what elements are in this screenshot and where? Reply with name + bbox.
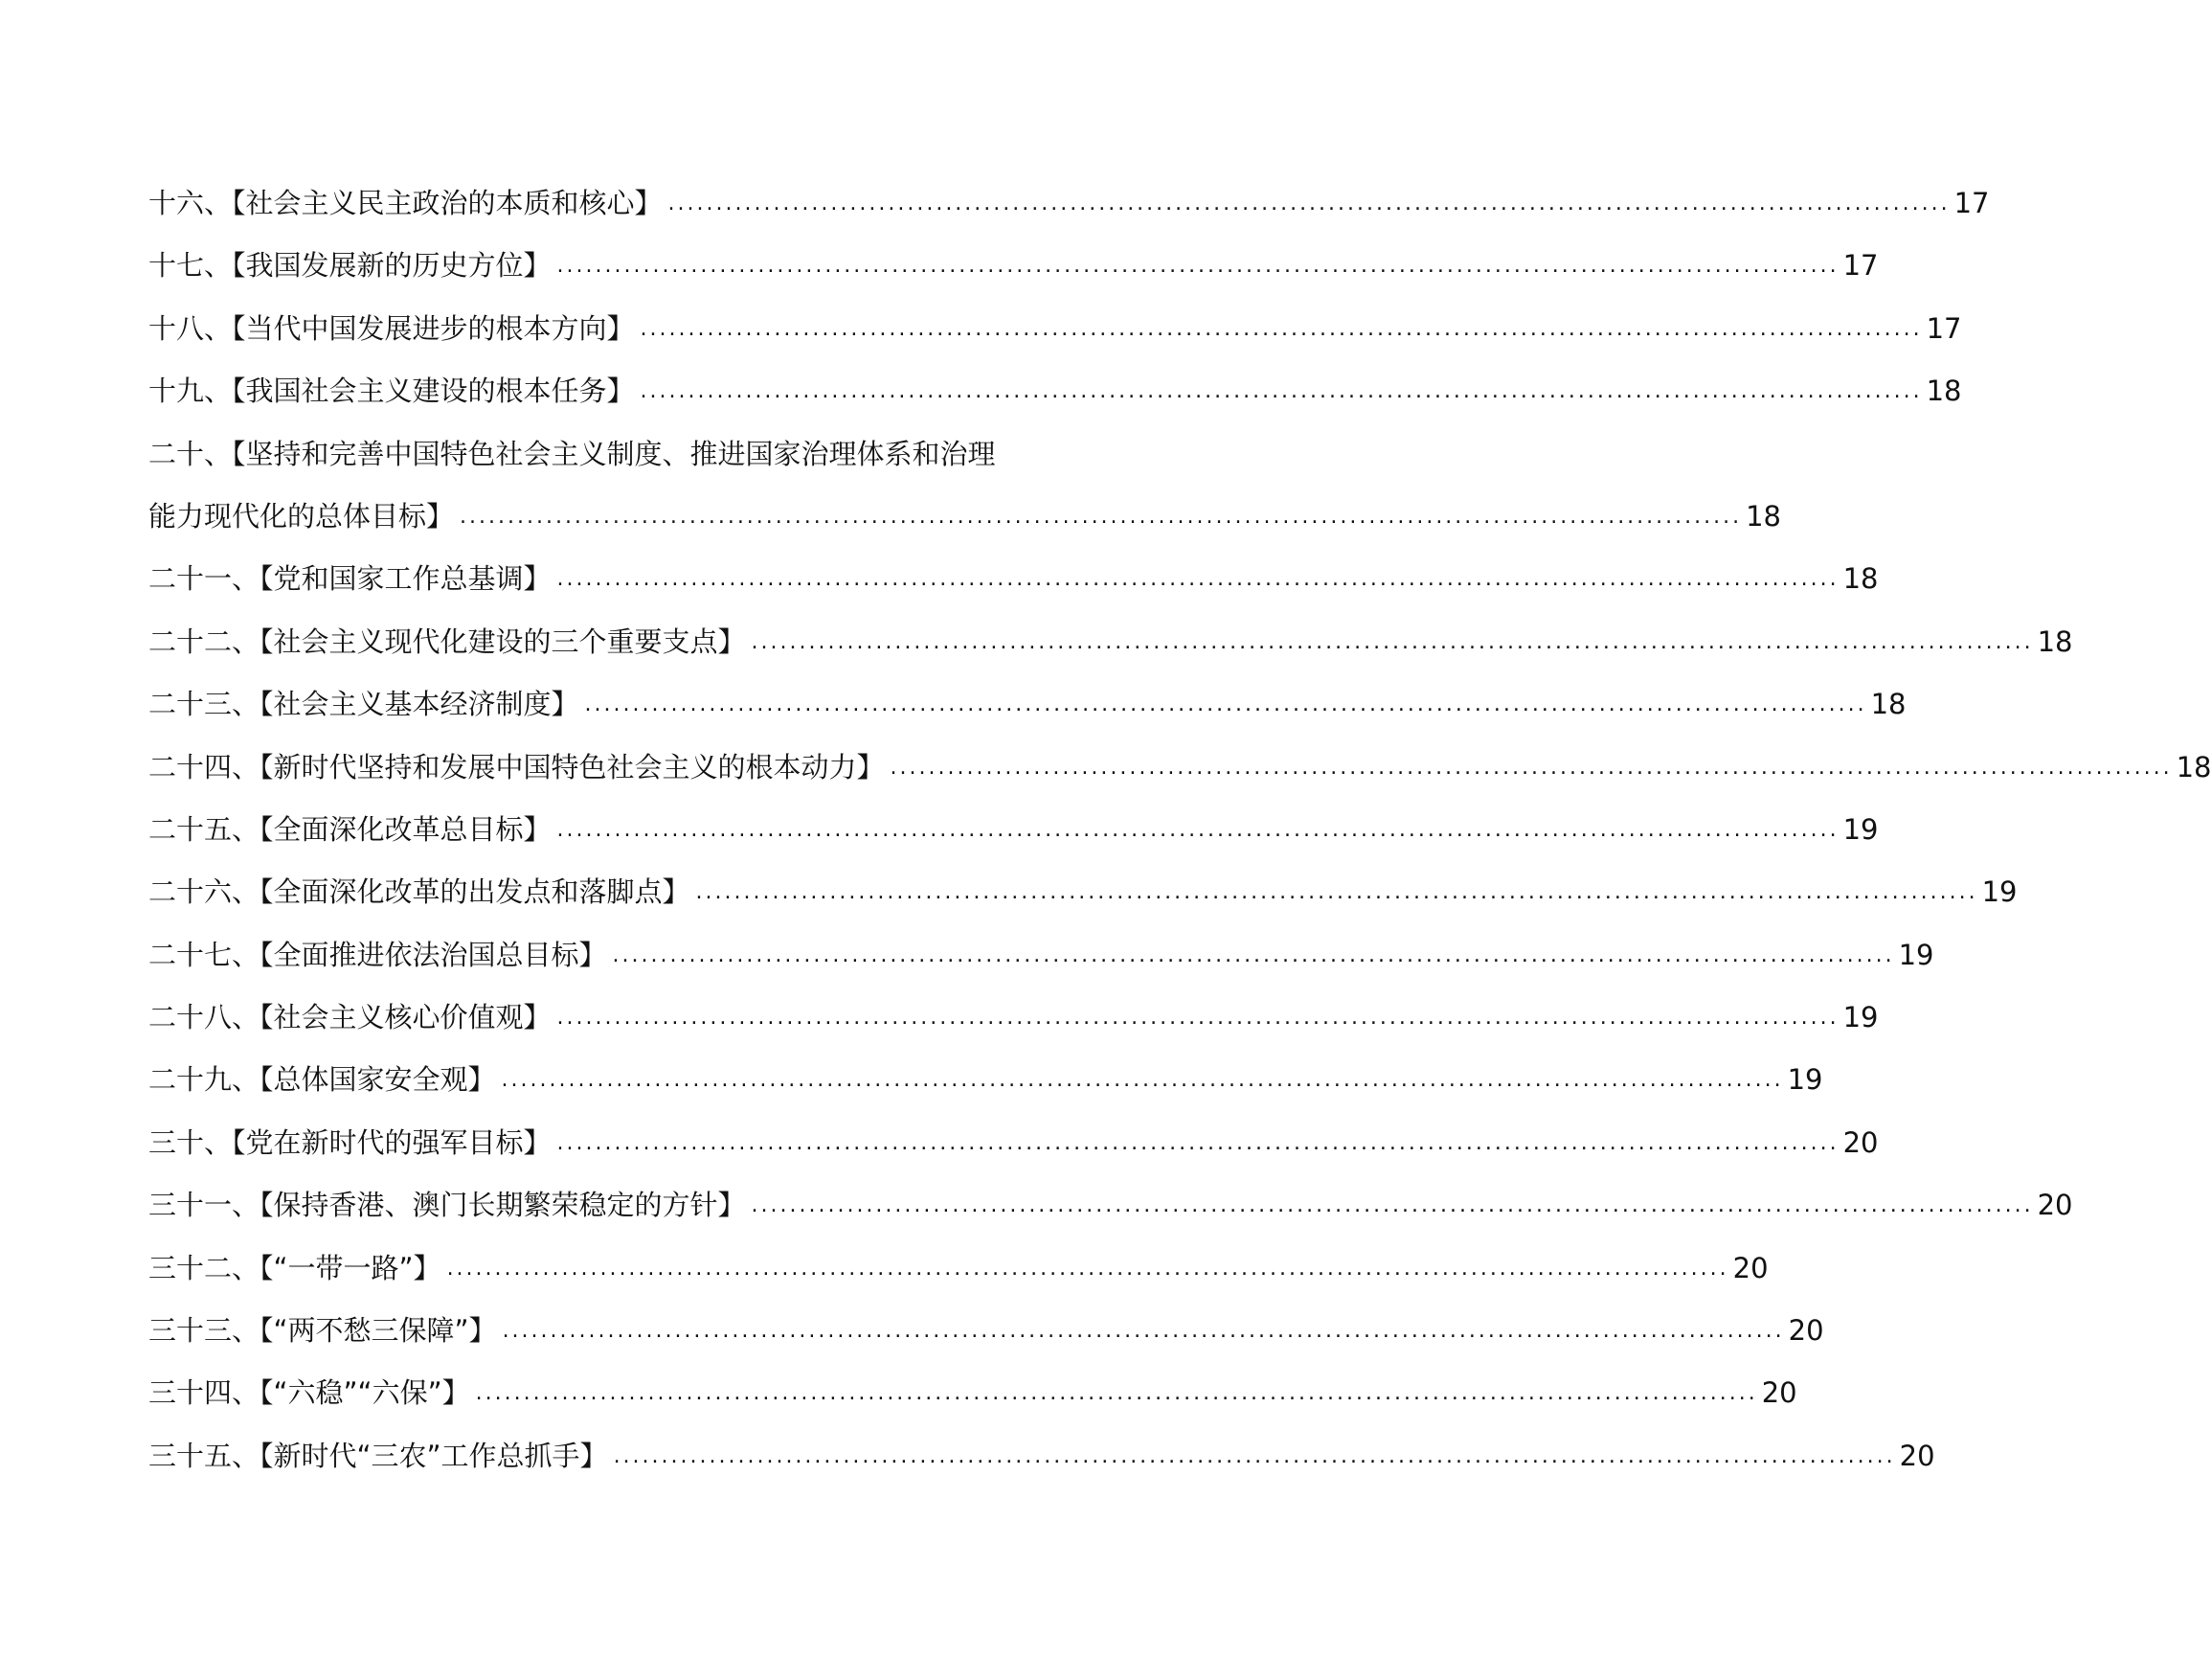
toc-entry[interactable]: [148, 1174, 2073, 1237]
toc-entry[interactable]: [148, 987, 1879, 1049]
toc-page-number: 17: [1953, 186, 1990, 219]
toc-entry[interactable]: [148, 924, 1934, 987]
toc-page-number: 20: [2037, 1189, 2073, 1222]
toc-leader-dots: ......................................................................................................................................: [612, 942, 1895, 967]
toc-entry-label: 二十四、【新时代坚持和发展中国特色社会主义的根本动力】: [148, 750, 885, 783]
toc-entry[interactable]: [148, 360, 1962, 422]
toc-entry[interactable]: [148, 737, 2212, 799]
toc-entry-label: 二十三、【社会主义基本经济制度】: [148, 688, 579, 721]
toc-entry[interactable]: [148, 1237, 1769, 1300]
toc-page-number: 18: [1746, 499, 1782, 533]
toc-entry-label: 二十九、【总体国家安全观】: [148, 1063, 496, 1097]
toc-entry-label: 二十六、【全面深化改革的出发点和落脚点】: [148, 875, 690, 909]
toc-leader-dots: ......................................................................................................................................: [751, 1193, 2034, 1218]
toc-entry-label: 二十二、【社会主义现代化建设的三个重要支点】: [148, 624, 746, 658]
toc-leader-dots: ......................................................................................................................................: [501, 1068, 1784, 1093]
toc-entry-label: 三十、【党在新时代的强军目标】: [148, 1125, 552, 1159]
toc-leader-dots: ......................................................................................................................................: [695, 880, 1978, 905]
toc-page-number: 18: [1926, 375, 1962, 408]
toc-entry-label: 三十三、【“两不愁三保障”】: [148, 1314, 497, 1348]
toc-page-number: 19: [1787, 1063, 1823, 1097]
toc-leader-dots: ......................................................................................................................................: [556, 817, 1840, 842]
toc-page-number: 20: [1732, 1251, 1769, 1284]
toc-entry-label: 二十八、【社会主义核心价值观】: [148, 1001, 552, 1034]
toc-entry[interactable]: [148, 861, 2018, 923]
toc-page-number: 19: [1842, 1001, 1879, 1034]
toc-entry-label: 三十二、【“一带一路”】: [148, 1251, 441, 1284]
toc-leader-dots: ......................................................................................................................................: [640, 379, 1923, 404]
toc-leader-dots: ......................................................................................................................................: [667, 191, 1951, 216]
toc-entry-label: 十七、【我国发展新的历史方位】: [148, 249, 552, 283]
toc-page-number: 20: [1761, 1376, 1797, 1410]
toc-leader-dots: ......................................................................................................................................: [460, 504, 1743, 529]
toc-leader-dots: ......................................................................................................................................: [751, 629, 2034, 654]
toc-entry-label: 三十一、【保持香港、澳门长期繁荣稳定的方针】: [148, 1189, 746, 1222]
toc-entry-label: 能力现代化的总体目标】: [148, 499, 455, 533]
toc-page-number: 17: [1842, 249, 1879, 283]
toc-page-number: 19: [1842, 812, 1879, 846]
toc-leader-dots: ......................................................................................................................................: [475, 1381, 1758, 1406]
toc-entry[interactable]: [148, 486, 1782, 548]
toc-leader-dots: ......................................................................................................................................: [556, 1130, 1840, 1155]
toc-page-number: 20: [1899, 1439, 1935, 1472]
toc-entry-label: 二十五、【全面深化改革总目标】: [148, 812, 552, 846]
toc-leader-dots: ......................................................................................................................................: [640, 316, 1923, 341]
toc-entry[interactable]: [148, 172, 1990, 235]
toc-entry[interactable]: [148, 1300, 1824, 1362]
toc-leader-dots: ......................................................................................................................................: [556, 567, 1840, 592]
toc-entry-label: 十九、【我国社会主义建设的根本任务】: [148, 375, 635, 408]
toc-page-number: 19: [1981, 875, 2018, 909]
toc-entry-label: 二十七、【全面推进依法治国总目标】: [148, 938, 607, 971]
toc-entry[interactable]: [148, 1362, 1797, 1424]
toc-leader-dots: ......................................................................................................................................: [446, 1256, 1729, 1281]
toc-entry-label: 三十五、【新时代“三农”工作总抓手】: [148, 1439, 608, 1472]
toc-leader-dots: ......................................................................................................................................: [556, 254, 1840, 279]
toc-leader-dots: ......................................................................................................................................: [584, 692, 1867, 717]
toc-entry-label: 十六、【社会主义民主政治的本质和核心】: [148, 186, 663, 219]
toc-page-number: 18: [1842, 562, 1879, 596]
toc-page-number: 19: [1898, 938, 1934, 971]
toc-entry[interactable]: [148, 548, 1879, 610]
toc-entry[interactable]: [148, 235, 1879, 297]
toc-leader-dots: ......................................................................................................................................: [556, 1006, 1840, 1031]
toc-entry-label: 三十四、【“六稳”“六保”】: [148, 1376, 470, 1410]
table-of-contents: [148, 172, 2212, 1487]
toc-entry-label: 二十一、【党和国家工作总基调】: [148, 562, 552, 596]
toc-entry[interactable]: [148, 611, 2073, 673]
toc-page-number: 20: [1788, 1314, 1824, 1348]
toc-entry[interactable]: [148, 1112, 1879, 1174]
toc-entry-first-line[interactable]: 二十、【坚持和完善中国特色社会主义制度、推进国家治理体系和治理: [148, 437, 996, 470]
toc-entry-label: 十八、【当代中国发展进步的根本方向】: [148, 311, 635, 345]
toc-entry[interactable]: [148, 298, 1962, 360]
toc-entry[interactable]: [148, 673, 1907, 736]
toc-entry[interactable]: [148, 1425, 1935, 1487]
toc-page-number: 17: [1926, 311, 1962, 345]
toc-leader-dots: ......................................................................................................................................: [890, 755, 2173, 780]
toc-leader-dots: ......................................................................................................................................: [613, 1443, 1896, 1468]
toc-entry[interactable]: [148, 1049, 1823, 1111]
toc-entry[interactable]: [148, 799, 1879, 861]
toc-page-number: 18: [1870, 688, 1907, 721]
toc-page-number: 20: [1842, 1125, 1879, 1159]
toc-page-number: 18: [2037, 624, 2073, 658]
toc-leader-dots: ......................................................................................................................................: [502, 1319, 1785, 1344]
toc-page-number: 18: [2176, 750, 2212, 783]
